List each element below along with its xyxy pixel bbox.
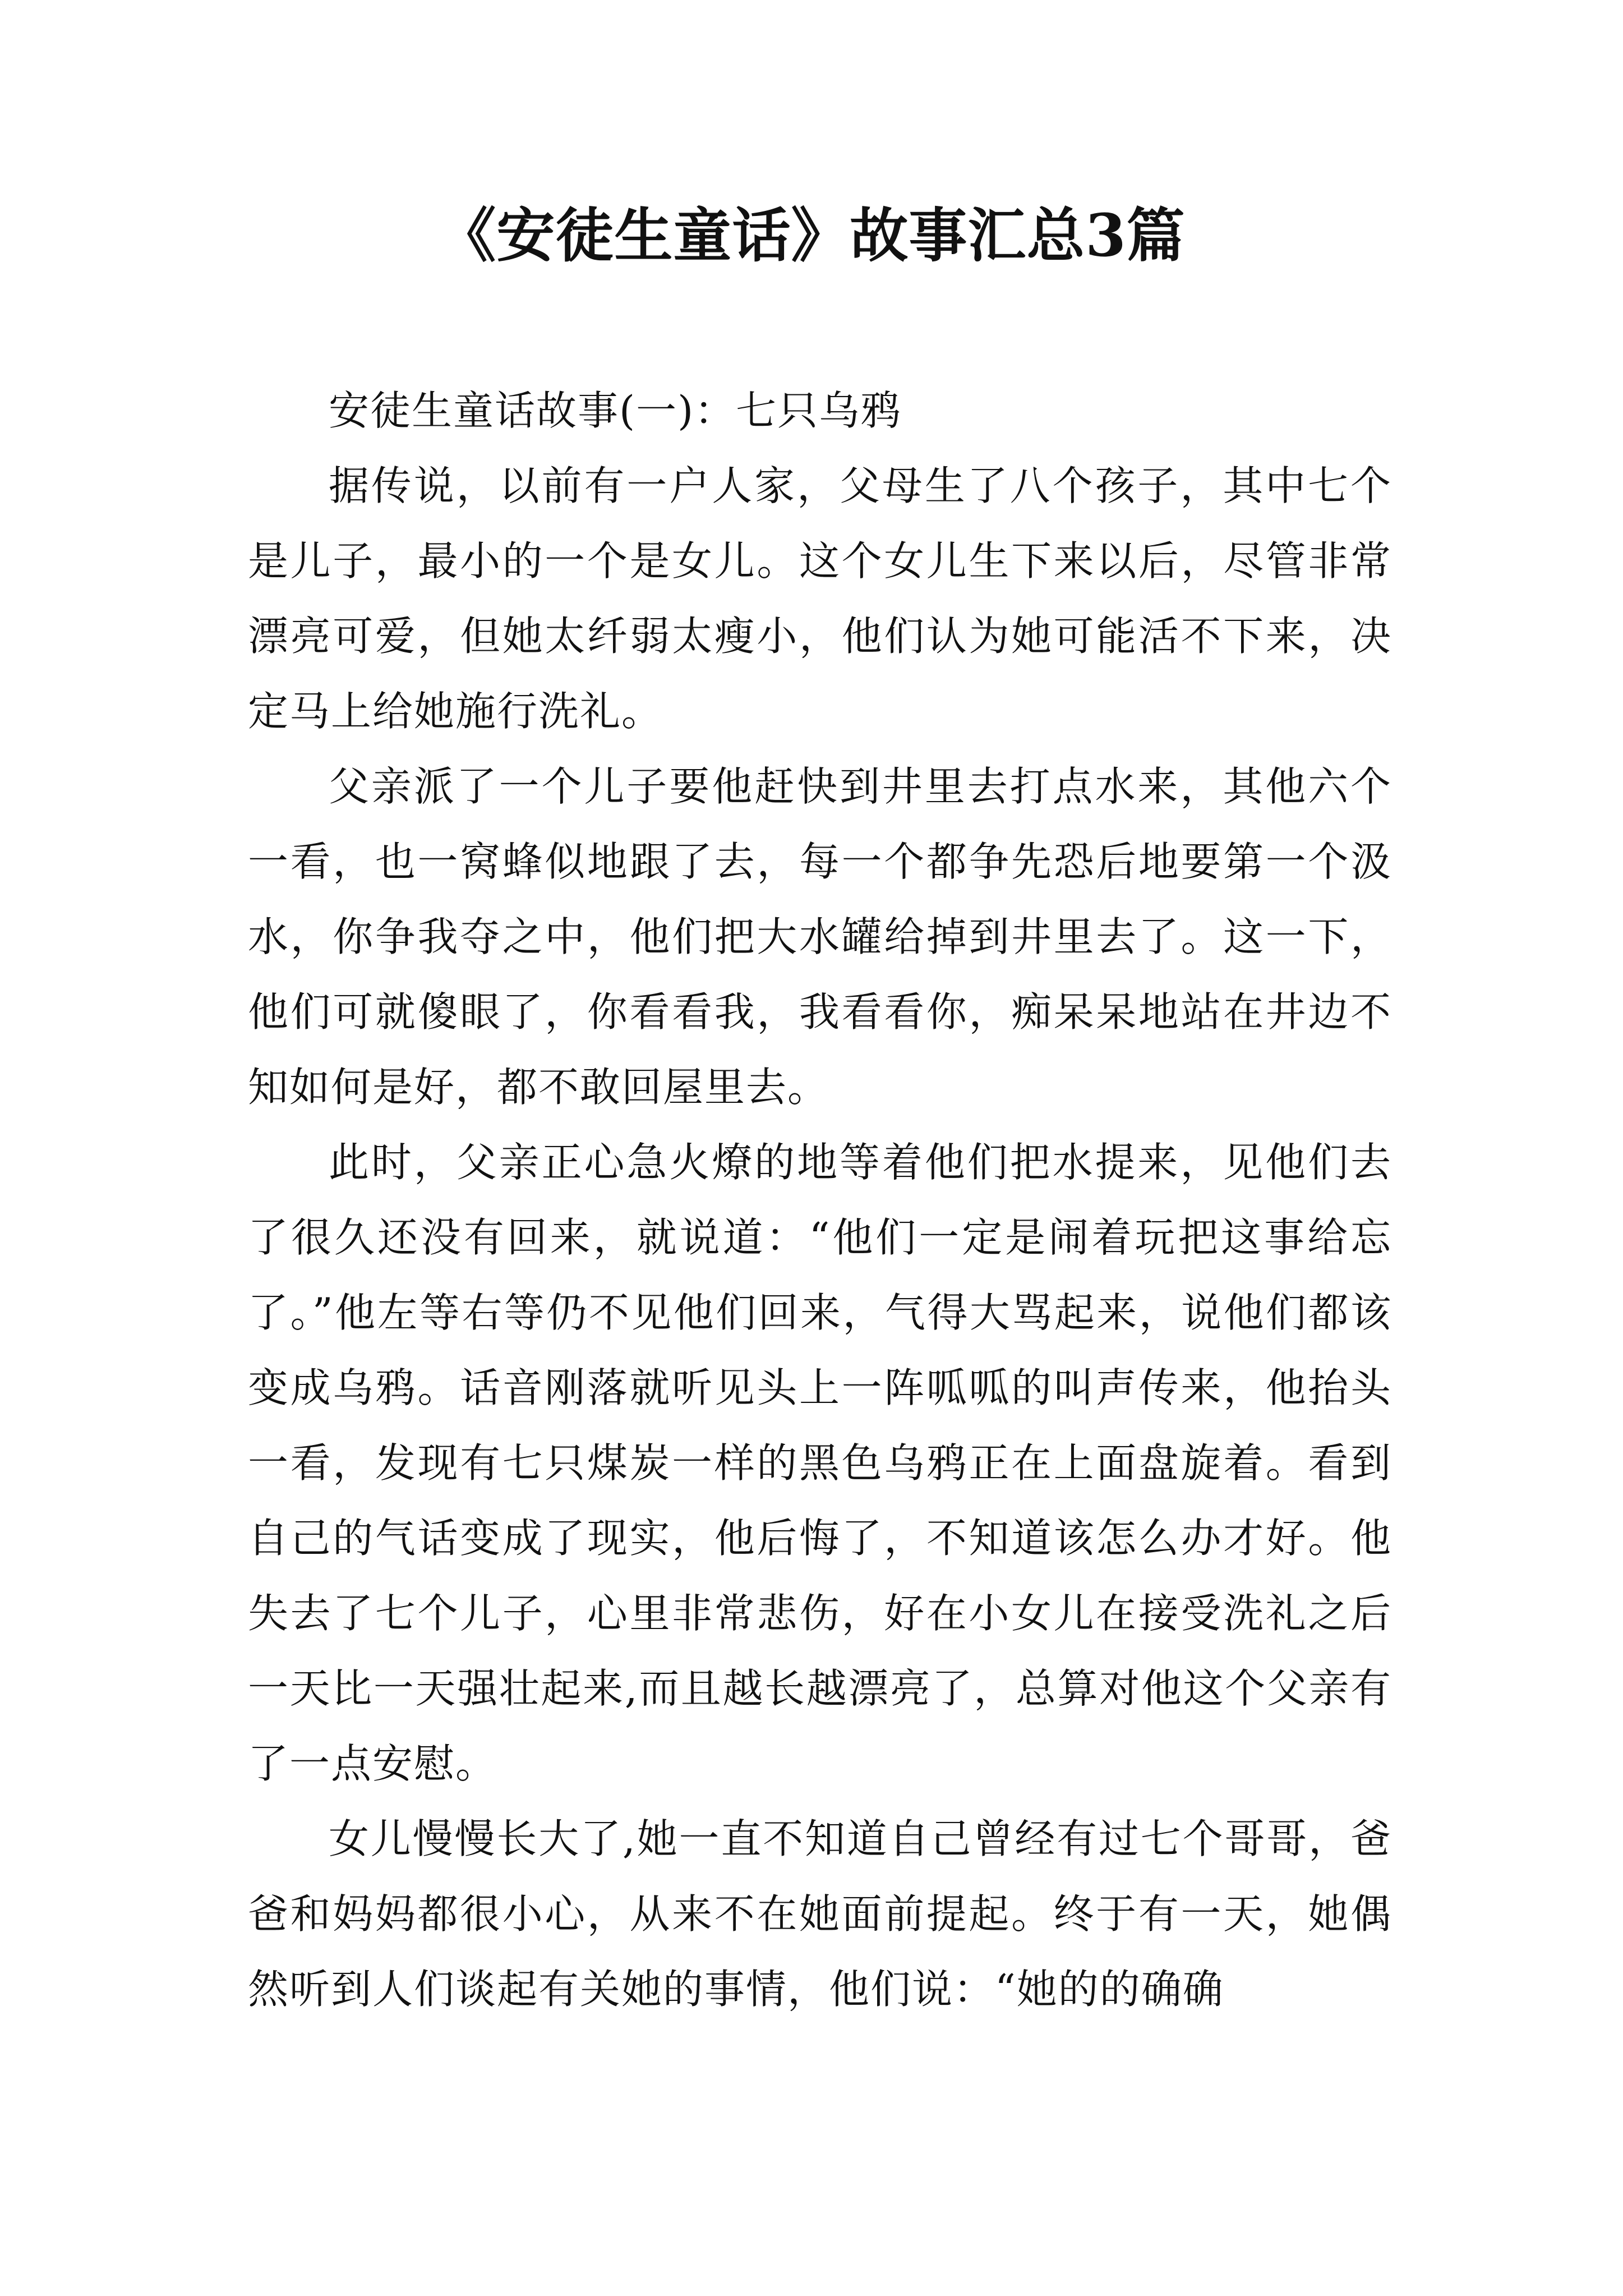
- paragraph: 此时，父亲正心急火燎的地等着他们把水提来，见他们去了很久还没有回来，就说道：“他们一定是闹着玩把这事给忘了。”他左等右等仍不见他们回来，气得大骂起来，说他们都该变成乌鸦。话音刚落就听见头上一阵呱呱的叫声传来，他抬头一看，发现有七只煤炭一样的黑色乌鸦正在上面盘旋着。看到自己的气话变成了现实，他后悔了，不知道该怎么办才好。他失去了七个儿子，心里非常悲伤，好在小女儿在接受洗礼之后一天比一天强壮起来,而且越长越漂亮了，总算对他这个父亲有了一点安慰。: [248, 1139, 1392, 1787]
- document-body: [248, 373, 1392, 2027]
- paragraph: 父亲派了一个儿子要他赶快到井里去打点水来，其他六个一看，也一窝蜂似地跟了去，每一个都争先恐后地要第一个汲水，你争我夺之中，他们把大水罐给掉到井里去了。这一下，他们可就傻眼了，你看看我，我看看你，痴呆呆地站在井边不知如何是好，都不敢回屋里去。: [248, 763, 1392, 1111]
- paragraph: 女儿慢慢长大了,她一直不知道自己曾经有过七个哥哥，爸爸和妈妈都很小心，从来不在她面前提起。终于有一天，她偶然听到人们谈起有关她的事情，他们说：“她的的确确: [248, 1815, 1392, 2013]
- document-title: 《安徒生童话》故事汇总3篇: [437, 201, 1186, 270]
- section-heading: 安徒生童话故事(一)：七只乌鸦: [329, 387, 902, 434]
- paragraph: 据传说，以前有一户人家，父母生了八个孩子，其中七个是儿子，最小的一个是女儿。这个女儿生下来以后，尽管非常漂亮可爱，但她太纤弱太瘦小，他们认为她可能活不下来，决定马上给她施行洗礼。: [248, 462, 1392, 735]
